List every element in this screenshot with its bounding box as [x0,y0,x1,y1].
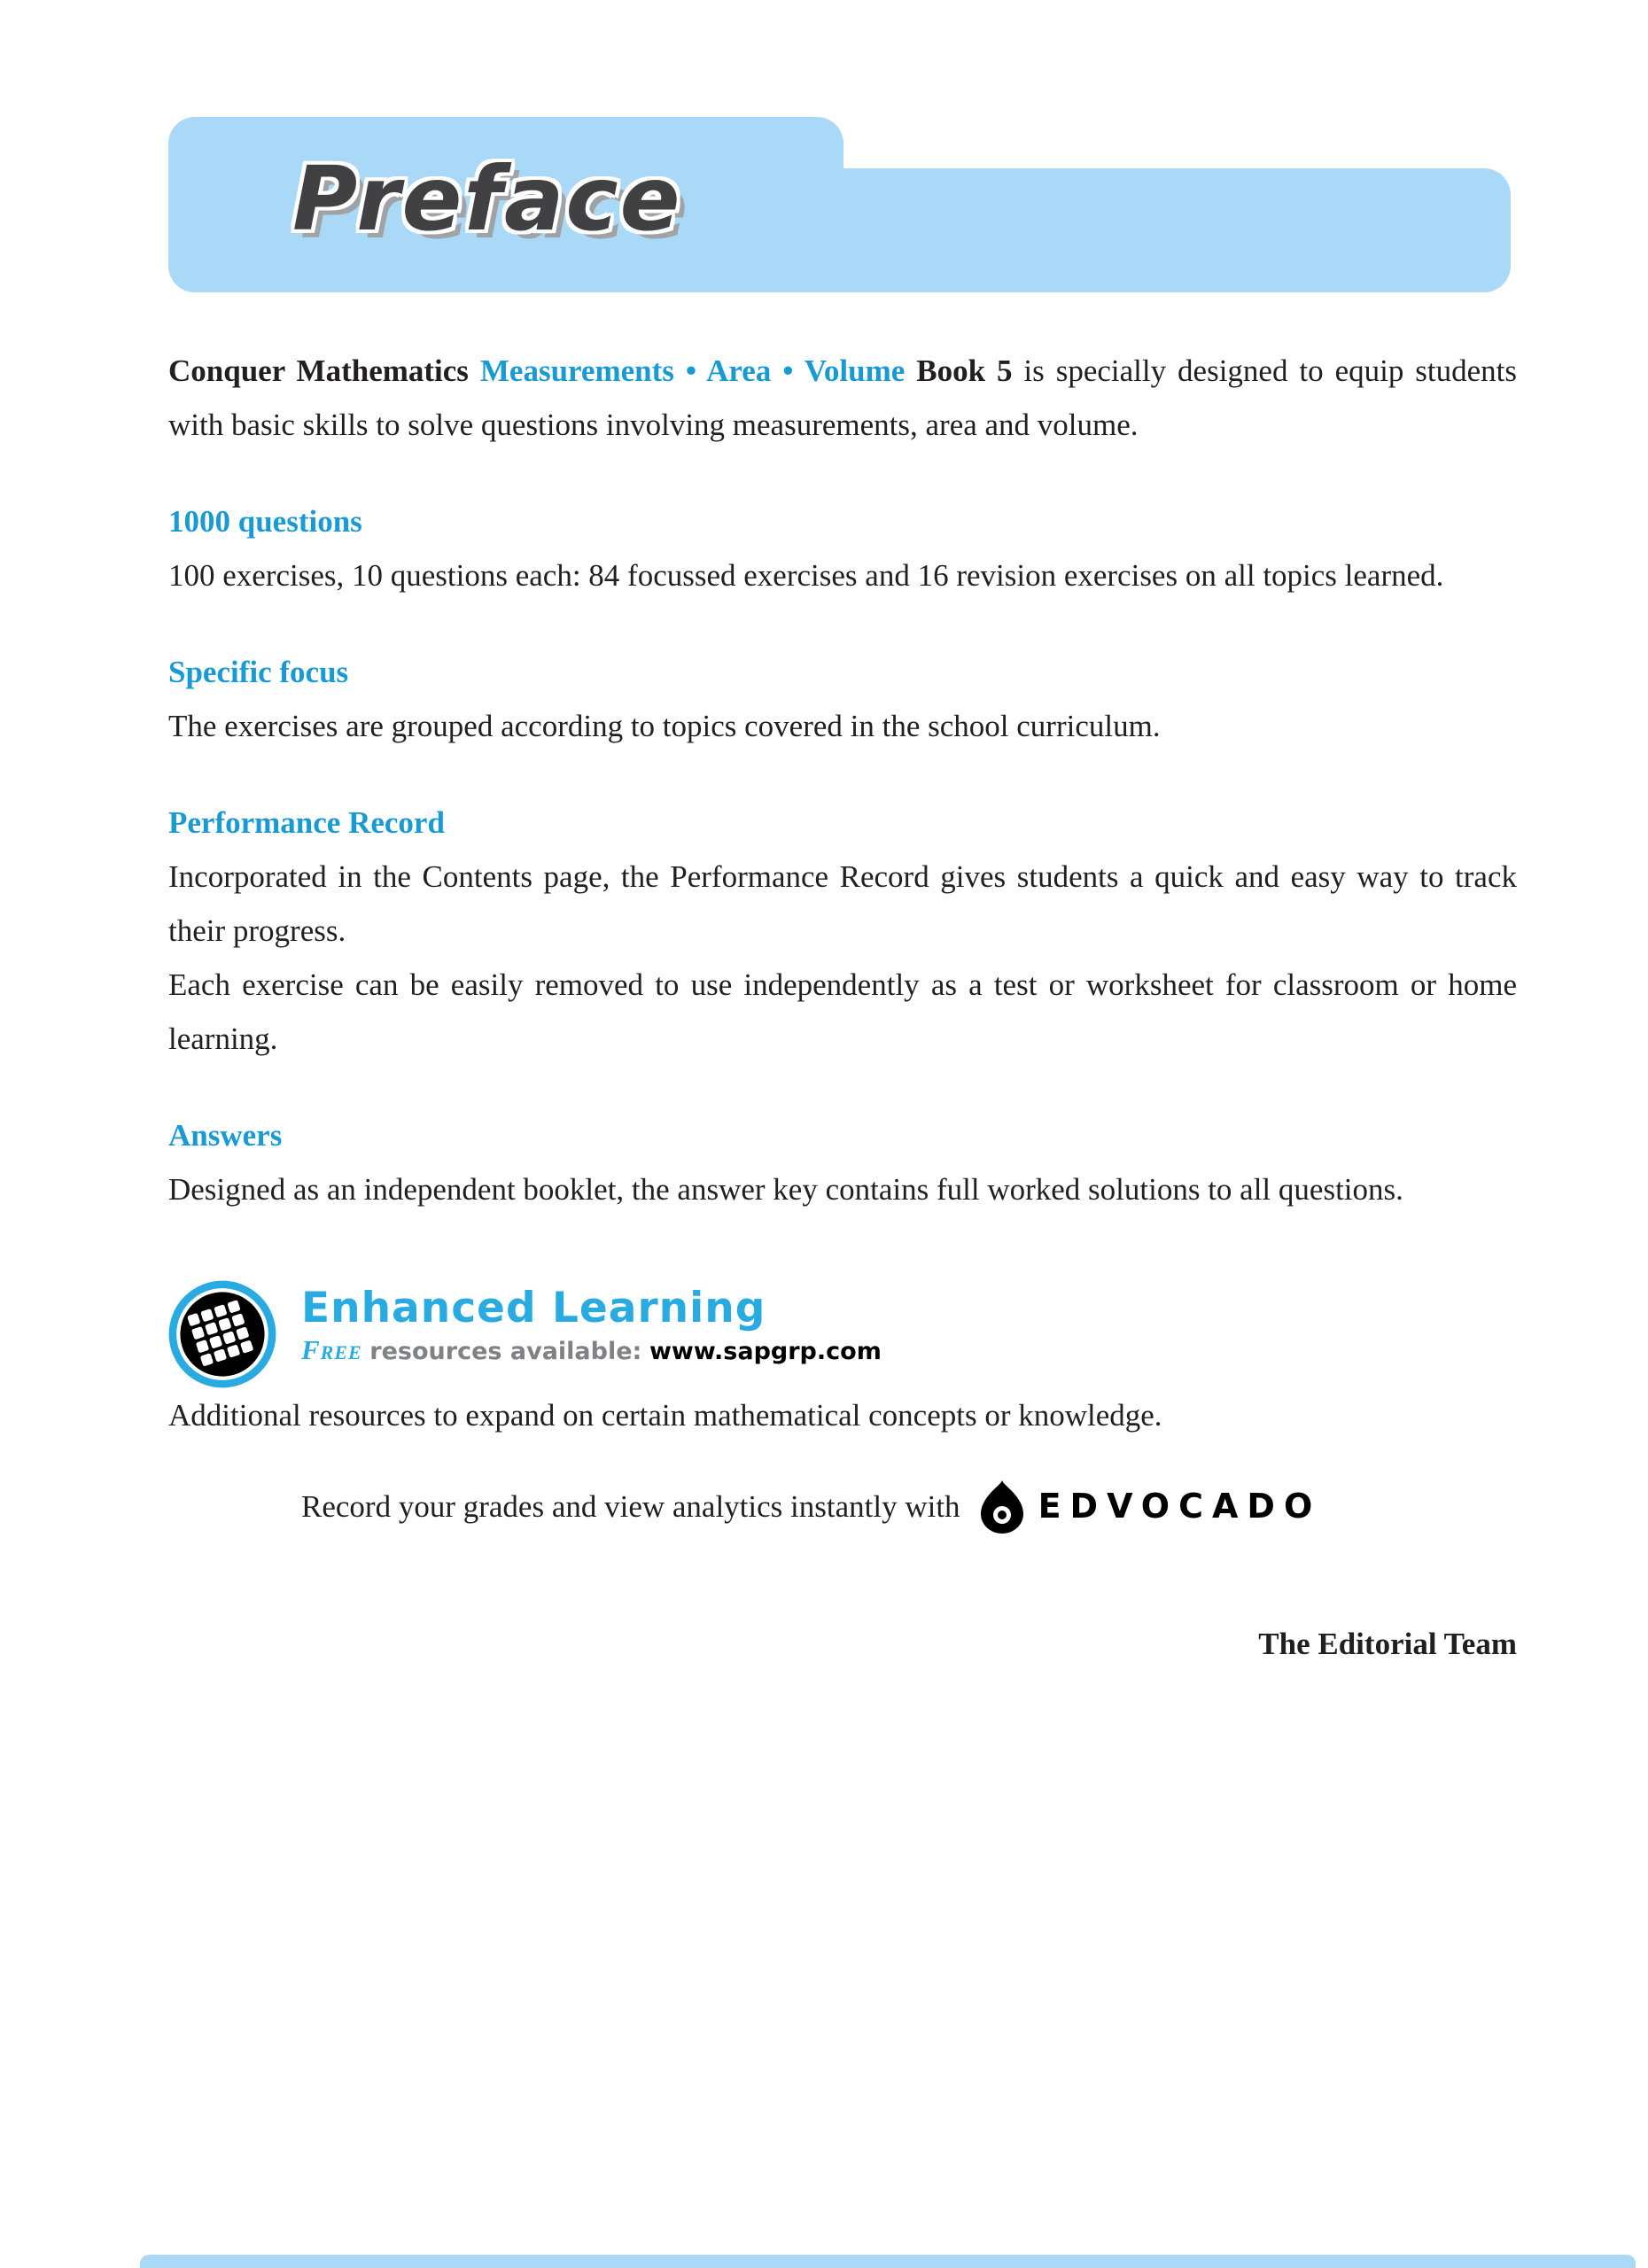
section-body: The exercises are grouped according to topics covered in the school curriculum. [168,709,1161,743]
free-label: Free [301,1334,362,1365]
enhanced-learning-block [168,1280,1517,1388]
section-performance-record [168,796,1517,1066]
section-specific-focus [168,645,1517,753]
section-answers [168,1108,1517,1216]
section-heading: Specific focus [168,655,349,689]
section-body: Incorporated in the Contents page, the Performance Record gives students a quick and easy way to track their progress. [168,859,1517,948]
resources-label: resources available: [369,1338,642,1365]
enhanced-learning-subtitle [301,1335,882,1367]
intro-paragraph [168,344,1517,452]
resources-url: www.sapgrp.com [649,1338,882,1365]
section-body: 100 exercises, 10 questions each: 84 focussed exercises and 16 revision exercises on all topics learned. [168,558,1444,593]
record-grades-text: Record your grades and view analytics instantly with [301,1488,960,1524]
editorial-signoff: The Editorial Team [1258,1627,1517,1661]
enhanced-learning-qr-icon [168,1280,276,1388]
intro-rest: is specially designed to equip students with basic skills to solve questions involving measurements, area and volume. [168,353,1517,442]
record-grades-line [301,1478,1517,1534]
enhanced-learning-title: Enhanced Learning [301,1284,766,1332]
section-heading: Performance Record [168,805,445,840]
section-heading: 1000 questions [168,504,362,539]
additional-resources-text: Additional resources to expand on certain mathematical concepts or knowledge. [168,1398,1162,1433]
page-title: Preface [292,147,682,251]
section-body: Designed as an independent booklet, the answer key contains full worked solutions to all questions. [168,1172,1403,1207]
edvocado-logo [976,1478,1322,1534]
section-heading: Answers [168,1118,283,1153]
footer-banner-edge [140,2255,1636,2268]
edvocado-avocado-icon [976,1478,1028,1534]
enhanced-learning-text [301,1280,882,1367]
intro-bold-book: Book 5 [916,353,1024,388]
edvocado-wordmark: EDVOCADO [1038,1487,1322,1526]
intro-bold-lead: Conquer Mathematics [168,353,480,388]
intro-blue-series: Measurements • Area • Volume [479,353,917,388]
section-body-extra: Each exercise can be easily removed to use independently as a test or worksheet for classroom or home learning. [168,967,1517,1056]
page-content [168,344,1517,1662]
section-1000-questions [168,494,1517,602]
page-header-banner [168,117,1511,292]
